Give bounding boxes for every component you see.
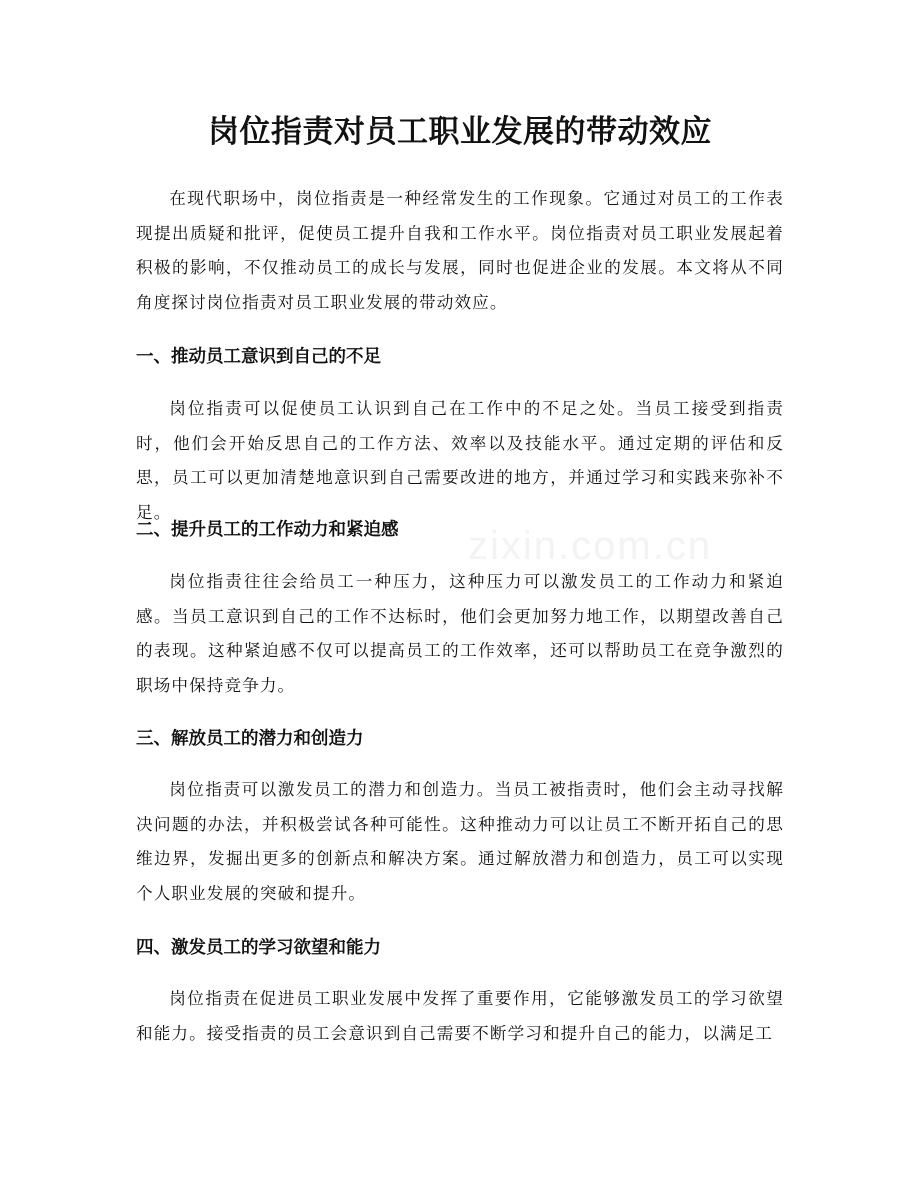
watermark-text: zixin.com.cn	[468, 524, 713, 568]
section-heading-3: 三、解放员工的潜力和创造力	[136, 729, 364, 749]
document-title: 岗位指责对员工职业发展的带动效应	[208, 114, 712, 150]
section-heading-2: 二、提升员工的工作动力和紧迫感	[136, 520, 399, 540]
intro-paragraph: 在现代职场中，岗位指责是一种经常发生的工作现象。它通过对员工的工作表现提出质疑和批评，促使员工提升自我和工作水平。岗位指责对员工职业发展起着积极的影响，不仅推动员工的成长与发展，同时也促进企业的发展。本文将从不同角度探讨岗位指责对员工职业发展的带动效应。	[136, 189, 784, 312]
section-body-3: 岗位指责可以激发员工的潜力和创造力。当员工被指责时，他们会主动寻找解决问题的办法，并积极尝试各种可能性。这种推动力可以让员工不断开拓自己的思维边界，发掘出更多的创新点和解决方案。通过解放潜力和创造力，员工可以实现个人职业发展的突破和提升。	[136, 780, 784, 903]
section-heading-1: 一、推动员工意识到自己的不足	[136, 347, 381, 367]
section-body-4: 岗位指责在促进员工职业发展中发挥了重要作用，它能够激发员工的学习欲望和能力。接受指责的员工会意识到自己需要不断学习和提升自己的能力，以满足工	[136, 989, 784, 1043]
section-heading-4: 四、激发员工的学习欲望和能力	[136, 938, 381, 958]
section-body-2: 岗位指责往往会给员工一种压力，这种压力可以激发员工的工作动力和紧迫感。当员工意识到自己的工作不达标时，他们会更加努力地工作，以期望改善自己的表现。这种紧迫感不仅可以提高员工的工作效率，还可以帮助员工在竞争激烈的职场中保持竞争力。	[136, 572, 784, 695]
section-body-1: 岗位指责可以促使员工认识到自己在工作中的不足之处。当员工接受到指责时，他们会开始反思自己的工作方法、效率以及技能水平。通过定期的评估和反思，员工可以更加清楚地意识到自己需要改进的地方，并通过学习和实践来弥补不足。	[136, 399, 784, 522]
